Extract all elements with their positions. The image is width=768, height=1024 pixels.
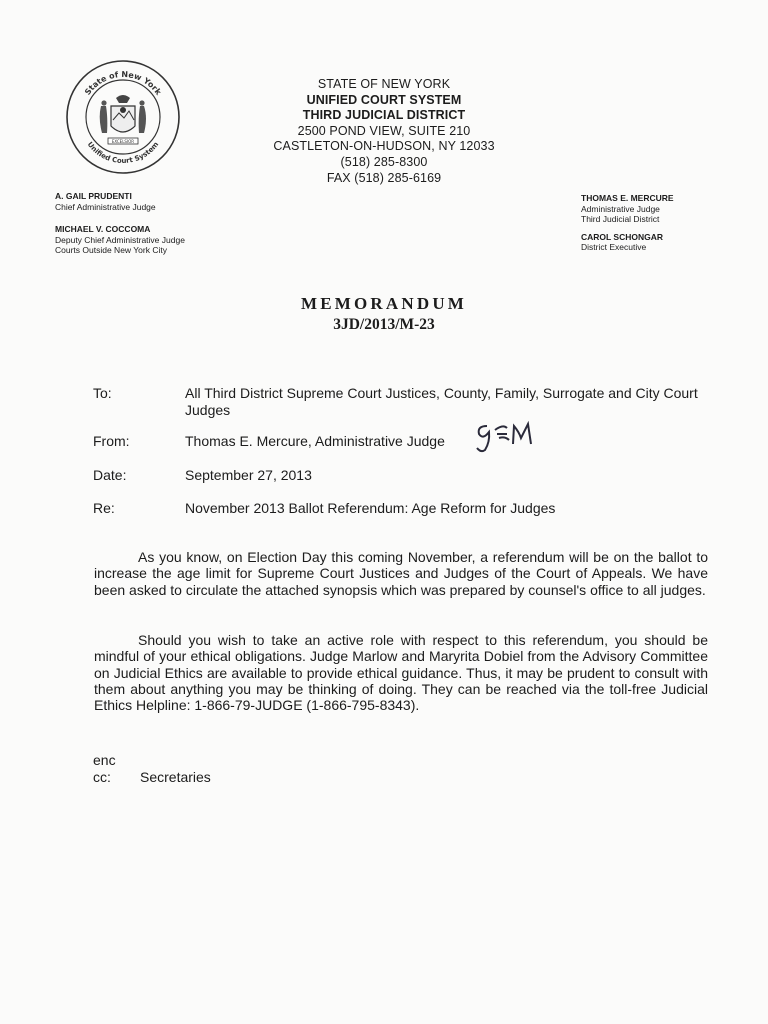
memo-title: MEMORANDUM — [300, 294, 468, 313]
official-name: THOMAS E. MERCURE — [581, 193, 674, 203]
to-label: To: — [93, 385, 112, 401]
seal-bottom-text: Unified Court System — [85, 140, 161, 166]
seal-top-text: State of New York — [83, 69, 163, 97]
enclosure-note: enc — [93, 752, 116, 768]
official-title: Third Judicial District — [581, 214, 660, 225]
paragraph-text: As you know, on Election Day this coming November, a referendum will be on the ballot to increase the age limit for Supreme Court Justices and Judges of the Court of Appeals. We have been asked to circulate the attached synopsis which was prepared by counsel's office to all judges. — [94, 549, 708, 598]
official-name: CAROL SCHONGAR — [581, 231, 664, 242]
official-title: District Executive — [581, 242, 647, 253]
body-paragraph-1 — [94, 549, 708, 598]
official-title: Chief Administrative Judge — [55, 201, 156, 212]
letterhead-court-system: UNIFIED COURT SYSTEM — [306, 92, 462, 107]
letterhead-state: STATE OF NEW YORK — [317, 77, 451, 91]
from-label: From: — [93, 433, 130, 449]
official-title: Administrative Judge — [581, 203, 660, 214]
date-label: Date: — [93, 467, 127, 483]
letterhead-address: 2500 POND VIEW, SUITE 210 — [297, 123, 471, 138]
to-value: All Third District Supreme Court Justices, County, Family, Surrogate and City Court Judges — [185, 385, 698, 418]
official-title: Deputy Chief Administrative Judge — [55, 234, 185, 245]
official-name: A. GAIL PRUDENTI — [55, 191, 132, 201]
letterhead-district: THIRD JUDICIAL DISTRICT — [302, 108, 466, 123]
letterhead-fax: FAX (518) 285-6169 — [326, 170, 442, 185]
signature-initials-icon — [473, 416, 543, 456]
re-label: Re: — [93, 500, 115, 516]
from-value: Thomas E. Mercure, Administrative Judge — [185, 433, 445, 449]
body-paragraph-2 — [94, 632, 708, 713]
official-name: MICHAEL V. COCCOMA — [55, 224, 151, 235]
date-value: September 27, 2013 — [185, 467, 312, 483]
re-value: November 2013 Ballot Referendum: Age Reform for Judges — [185, 500, 556, 516]
seal-motto: EXCELSIOR — [111, 139, 135, 144]
paragraph-text: Should you wish to take an active role with respect to this referendum, you should be mindful of your ethical obligations. Judge Marlow and Maryrita Dobiel from the Advisory Committee on Judicial Ethics are available to provide ethical guidance. Thus, it may be prudent to consult with them about anything you may be thinking of doing. They can be reached via the toll-free Judicial Ethics Helpline: 1-866-79-JUDGE (1-866-795-8343). — [94, 632, 708, 714]
letterhead — [0, 77, 768, 186]
cc-label: cc: — [93, 769, 111, 785]
letterhead-phone: (518) 285-8300 — [340, 154, 428, 169]
cc-value: Secretaries — [140, 769, 211, 785]
left-officials — [55, 191, 185, 256]
official-title: Courts Outside New York City — [55, 245, 167, 256]
memo-number: 3JD/2013/M-23 — [333, 316, 435, 333]
letterhead-city: CASTLETON-ON-HUDSON, NY 12033 — [273, 139, 495, 154]
right-officials — [581, 193, 674, 253]
